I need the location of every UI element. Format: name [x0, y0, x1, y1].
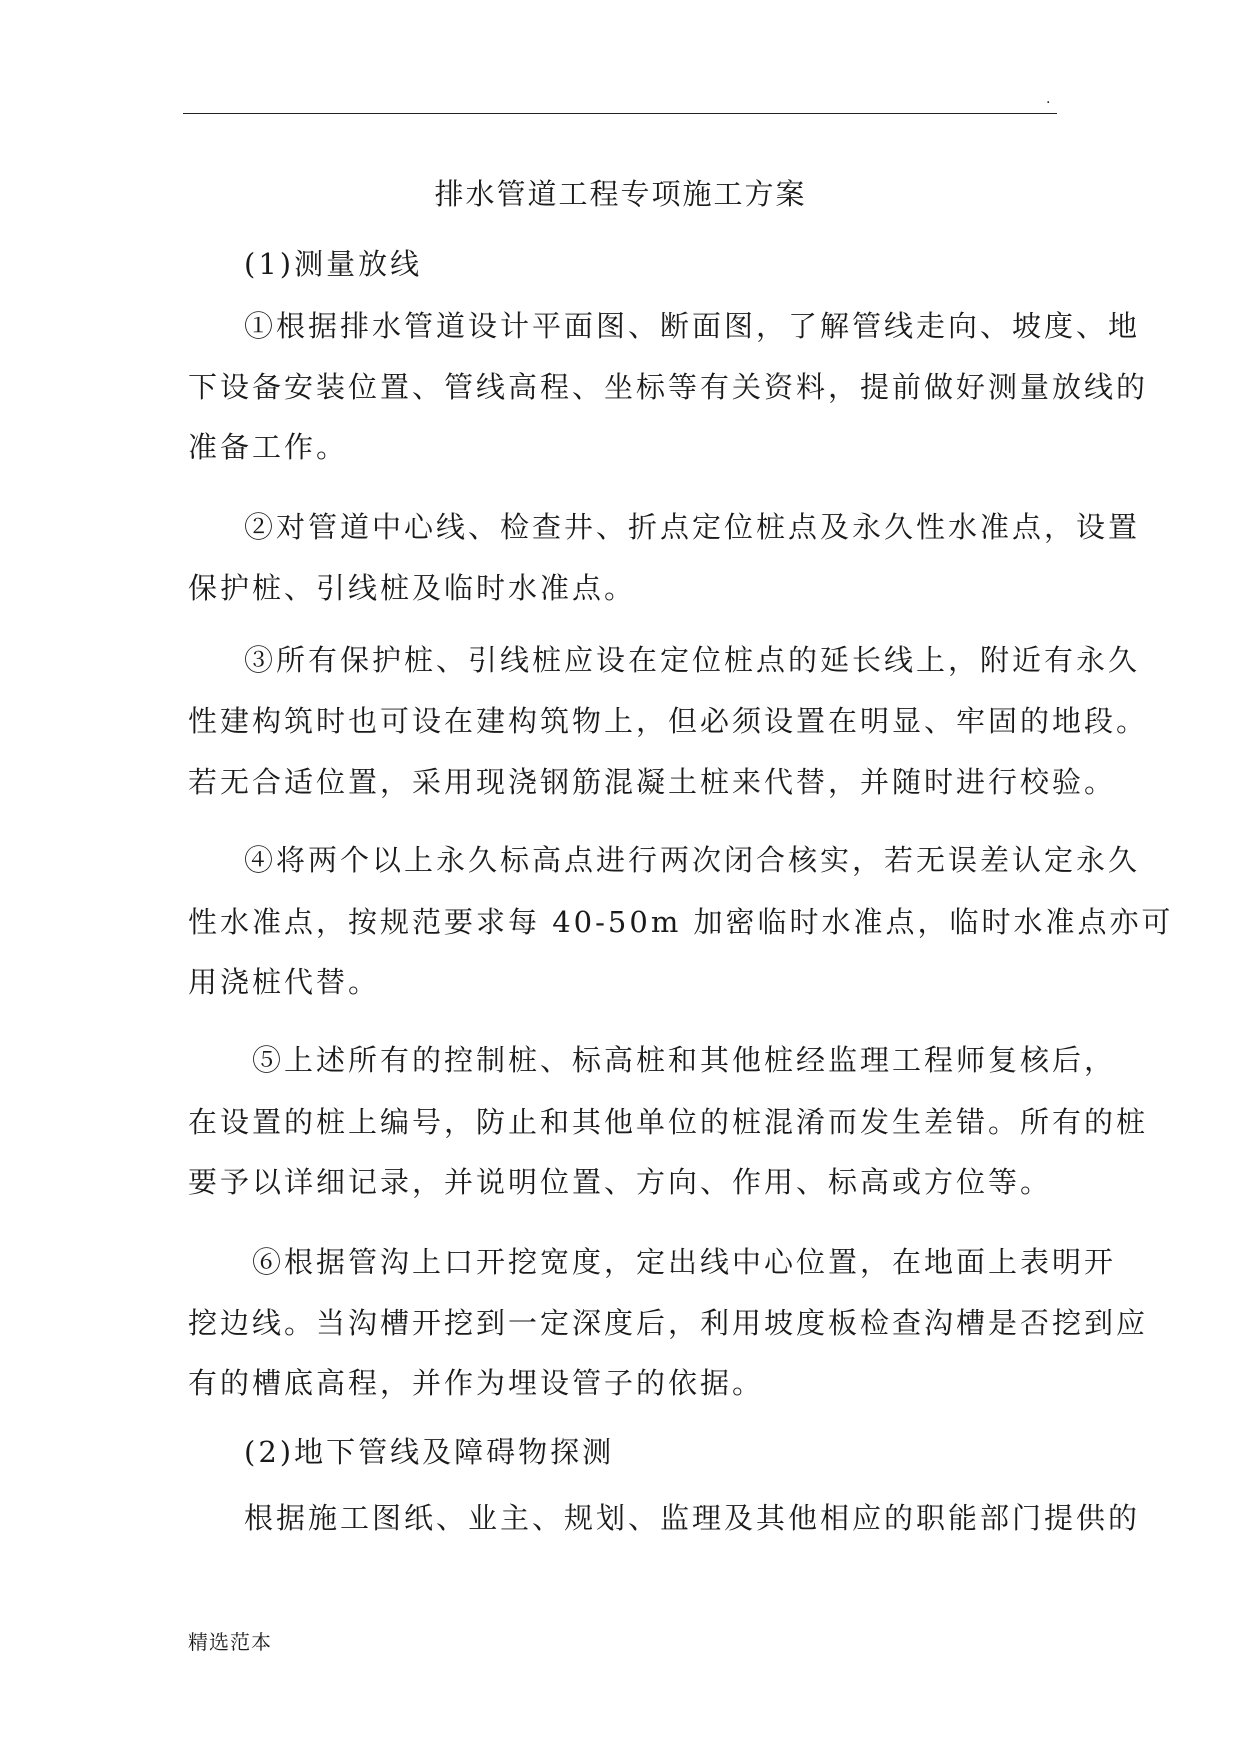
paragraph-line: 在设置的桩上编号，防止和其他单位的桩混淆而发生差错。所有的桩 [188, 1105, 1149, 1139]
paragraph-line: 性建构筑时也可设在建构筑物上，但必须设置在明显、牢固的地段。 [188, 704, 1149, 738]
paragraph-line: 用浇桩代替。 [188, 965, 381, 999]
paragraph-line: 挖边线。当沟槽开挖到一定深度后，利用坡度板检查沟槽是否挖到应 [188, 1306, 1149, 1340]
paragraph-line: 若无合适位置，采用现浇钢筋混凝土桩来代替，并随时进行校验。 [188, 765, 1117, 799]
section-heading-1: (1)测量放线 [244, 247, 423, 281]
header-mark: . [1046, 91, 1051, 107]
paragraph-line: ③所有保护桩、引线桩应设在定位桩点的延长线上，附近有永久 [244, 643, 1141, 677]
paragraph-line: ②对管道中心线、检查井、折点定位桩点及永久性水准点，设置 [244, 510, 1141, 544]
section-heading-2: (2)地下管线及障碍物探测 [244, 1435, 615, 1469]
paragraph-line: 要予以详细记录，并说明位置、方向、作用、标高或方位等。 [188, 1165, 1053, 1199]
paragraph-line: ⑥根据管沟上口开挖宽度，定出线中心位置，在地面上表明开 [252, 1245, 1117, 1279]
paragraph-line: 准备工作。 [188, 430, 349, 464]
paragraph-line: 有的槽底高程，并作为埋设管子的依据。 [188, 1366, 765, 1400]
document-title: 排水管道工程专项施工方案 [434, 177, 807, 211]
header-rule [183, 113, 1057, 114]
paragraph-line: ⑤上述所有的控制桩、标高桩和其他桩经监理工程师复核后， [252, 1043, 1117, 1077]
paragraph-line: 性水准点，按规范要求每 40-50m 加密临时水准点，临时水准点亦可 [188, 905, 1174, 939]
paragraph-line: ④将两个以上永久标高点进行两次闭合核实，若无误差认定永久 [244, 843, 1141, 877]
paragraph-line: 保护桩、引线桩及临时水准点。 [188, 571, 637, 605]
paragraph-line: ①根据排水管道设计平面图、断面图，了解管线走向、坡度、地 [244, 309, 1141, 343]
footer-label: 精选范本 [188, 1630, 272, 1654]
paragraph-line: 下设备安装位置、管线高程、坐标等有关资料，提前做好测量放线的 [188, 370, 1149, 404]
paragraph-line: 根据施工图纸、业主、规划、监理及其他相应的职能部门提供的 [244, 1501, 1141, 1535]
